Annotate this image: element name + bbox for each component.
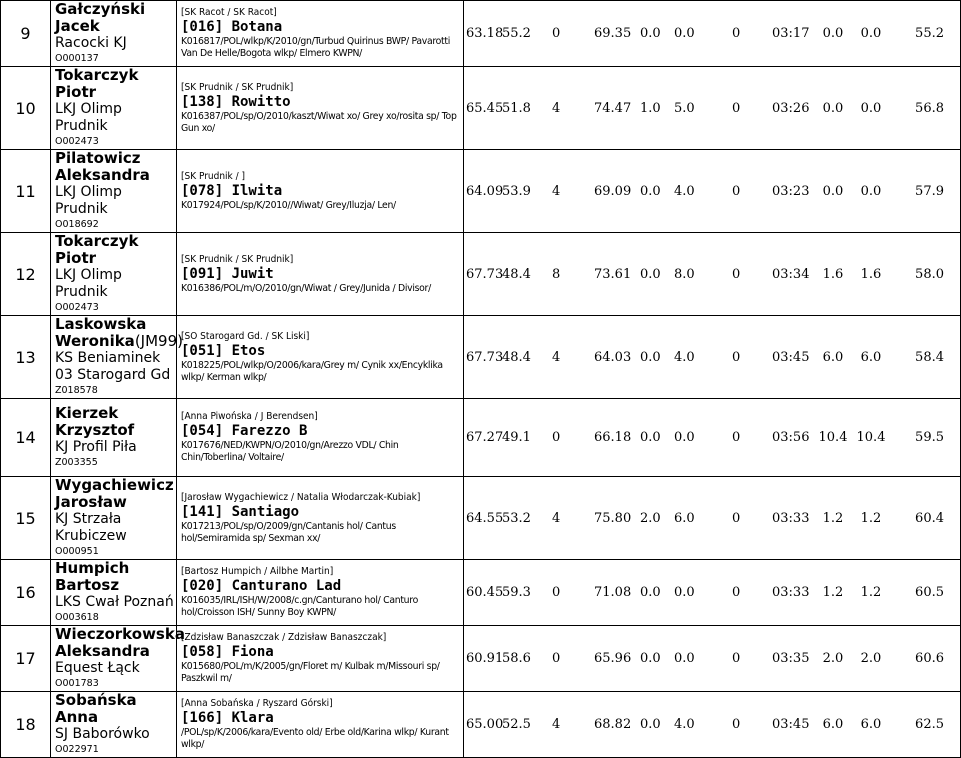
horse-description: /POL/sp/K/2006/kara/Evento old/ Erbe old/Karina wlkp/ Kurant wlkp/ xyxy=(181,727,449,750)
rider-license: O001783 xyxy=(55,678,99,689)
scores-cell xyxy=(464,316,961,399)
rider-license: O002473 xyxy=(55,136,99,147)
time-penalty: 0.0 xyxy=(822,26,844,41)
time-penalty-total: 0.0 xyxy=(860,183,882,199)
penalty-2: 0.0 xyxy=(640,430,661,445)
penalty-2: 2.0 xyxy=(640,510,661,526)
score-3: 66.18 xyxy=(594,430,632,445)
position-cell: 12 xyxy=(1,233,51,316)
rider-name: Gałczyński Jacek xyxy=(55,0,146,35)
time: 03:33 xyxy=(772,510,810,526)
total-score: 60.4 xyxy=(915,510,944,526)
penalty-4: 0 xyxy=(732,510,741,526)
total-score: 59.5 xyxy=(915,430,944,445)
horse-name: [078] Ilwita xyxy=(181,182,283,199)
score-1: 67.73 xyxy=(466,349,504,365)
horse-name: [166] Klara xyxy=(181,710,274,726)
score-3: 74.47 xyxy=(594,100,632,116)
penalty-3: 4.0 xyxy=(674,717,695,732)
horse-name: [054] Farezzo B xyxy=(181,423,308,439)
score-2: 55.2 xyxy=(502,26,531,41)
rider-club: Racocki KJ xyxy=(55,35,127,51)
penalty-1: 0 xyxy=(552,430,561,445)
horse-cell xyxy=(177,477,464,560)
time-penalty: 2.0 xyxy=(822,651,844,666)
rider-club: LKJ Olimp Prudnik xyxy=(55,101,122,134)
position-cell: 14 xyxy=(1,399,51,477)
time: 03:34 xyxy=(772,266,810,282)
table-row xyxy=(1,316,961,399)
time-penalty: 6.0 xyxy=(822,349,844,365)
time-penalty-total: 2.0 xyxy=(860,651,882,666)
rider-name: Humpich Bartosz xyxy=(55,559,130,594)
total-score: 58.4 xyxy=(915,349,944,365)
scores-cell xyxy=(464,1,961,67)
rider-club: Equest Łąck xyxy=(55,660,140,676)
scores-cell xyxy=(464,692,961,758)
penalty-1: 0 xyxy=(552,651,561,666)
penalty-1: 4 xyxy=(552,100,561,116)
penalty-4: 0 xyxy=(732,585,741,600)
rider-license: O003618 xyxy=(55,612,99,623)
rider-license: O000137 xyxy=(55,53,99,64)
penalty-2: 0.0 xyxy=(640,349,661,365)
rider-name: Tokarczyk Piotr xyxy=(55,66,139,101)
time-penalty-total: 0.0 xyxy=(860,100,882,116)
position-cell: 17 xyxy=(1,626,51,692)
penalty-1: 0 xyxy=(552,26,561,41)
position-cell: 9 xyxy=(1,1,51,67)
rider-license: O022971 xyxy=(55,744,99,755)
penalty-4: 0 xyxy=(732,266,741,282)
penalty-2: 0.0 xyxy=(640,717,661,732)
position-cell: 15 xyxy=(1,477,51,560)
penalty-2: 0.0 xyxy=(640,183,661,199)
penalty-3: 4.0 xyxy=(674,349,695,365)
horse-description: K015680/POL/m/K/2005/gn/Floret m/ Kulbak m/Missouri sp/ Paszkwil m/ xyxy=(181,661,440,684)
penalty-1: 4 xyxy=(552,183,561,199)
time-penalty-total: 6.0 xyxy=(860,349,882,365)
score-2: 53.9 xyxy=(502,183,531,199)
score-2: 58.6 xyxy=(502,651,531,666)
rider-name: Sobańska Anna xyxy=(55,691,137,726)
score-3: 75.80 xyxy=(594,510,632,526)
time: 03:35 xyxy=(772,651,810,666)
time: 03:17 xyxy=(772,26,810,41)
penalty-2: 0.0 xyxy=(640,651,661,666)
rider-license: O000951 xyxy=(55,546,99,557)
penalty-1: 0 xyxy=(552,585,561,600)
rider-club: SJ Baborówko xyxy=(55,726,150,742)
penalty-1: 4 xyxy=(552,717,561,732)
score-3: 71.08 xyxy=(594,585,632,600)
score-2: 49.1 xyxy=(502,430,531,445)
horse-owner: [Bartosz Humpich / Ailbhe Martin] xyxy=(181,566,334,577)
score-1: 65.00 xyxy=(466,717,504,732)
rider-cell xyxy=(51,233,177,316)
score-1: 65.45 xyxy=(466,100,504,116)
time: 03:56 xyxy=(772,430,810,445)
penalty-1: 8 xyxy=(552,266,561,282)
rider-name: Kierzek Krzysztof xyxy=(55,404,135,439)
time: 03:33 xyxy=(772,585,810,600)
horse-description: K016035/IRL/ISH/W/2008/c.gn/Canturano hol/ Canturo hol/Croisson ISH/ Sunny Boy KWPN/ xyxy=(181,595,418,618)
horse-description: K017924/POL/sp/K/2010//Wiwat/ Grey/Iluzja/ Len/ xyxy=(181,199,396,211)
position-cell: 13 xyxy=(1,316,51,399)
table-row xyxy=(1,233,961,316)
time-penalty: 1.2 xyxy=(822,585,844,600)
rider-cell xyxy=(51,692,177,758)
time-penalty: 0.0 xyxy=(822,100,844,116)
horse-owner: [Anna Sobańska / Ryszard Górski] xyxy=(181,698,333,709)
penalty-3: 0.0 xyxy=(674,651,695,666)
horse-description: K016386/POL/m/O/2010/gn/Wiwat / Grey/Junida / Divisor/ xyxy=(181,282,431,294)
penalty-2: 0.0 xyxy=(640,266,661,282)
penalty-3: 6.0 xyxy=(674,510,695,526)
position-cell: 16 xyxy=(1,560,51,626)
horse-owner: [SK Prudnik / SK Prudnik] xyxy=(181,253,294,265)
penalty-3: 8.0 xyxy=(674,266,695,282)
time-penalty-total: 0.0 xyxy=(860,26,882,41)
score-3: 73.61 xyxy=(594,266,632,282)
horse-owner: [Zdzisław Banaszczak / Zdzisław Banaszczak] xyxy=(181,632,387,643)
rider-license: O002473 xyxy=(55,302,99,313)
rider-club: LKJ Olimp Prudnik xyxy=(55,267,122,300)
time-penalty: 10.4 xyxy=(818,430,848,445)
penalty-4: 0 xyxy=(732,183,741,199)
score-3: 64.03 xyxy=(594,349,632,365)
position-cell: 18 xyxy=(1,692,51,758)
horse-cell xyxy=(177,233,464,316)
rider-name: Wieczorkowska Aleksandra xyxy=(55,625,185,660)
scores-cell xyxy=(464,399,961,477)
rider-license: Z018578 xyxy=(55,385,98,396)
score-2: 51.8 xyxy=(502,100,531,116)
rider-club: KJ Strzała Krubiczew xyxy=(55,511,127,544)
score-3: 69.09 xyxy=(594,183,632,199)
penalty-4: 0 xyxy=(732,717,741,732)
horse-cell xyxy=(177,692,464,758)
time-penalty: 1.2 xyxy=(822,510,844,526)
penalty-2: 1.0 xyxy=(640,100,661,116)
table-row xyxy=(1,560,961,626)
time-penalty-total: 10.4 xyxy=(856,430,886,445)
score-3: 65.96 xyxy=(594,651,632,666)
horse-name: [138] Rowitto xyxy=(181,93,291,110)
score-2: 48.4 xyxy=(502,349,531,365)
rider-club: LKS Cwał Poznań xyxy=(55,594,174,610)
penalty-3: 0.0 xyxy=(674,26,695,41)
time-penalty: 6.0 xyxy=(822,717,844,732)
time-penalty-total: 1.6 xyxy=(860,266,882,282)
total-score: 60.6 xyxy=(915,651,944,666)
horse-owner: [SO Starogard Gd. / SK Liski] xyxy=(181,330,310,342)
score-3: 69.35 xyxy=(594,26,632,41)
score-1: 67.73 xyxy=(466,266,504,282)
score-1: 60.91 xyxy=(466,651,504,666)
penalty-3: 0.0 xyxy=(674,430,695,445)
horse-name: [141] Santiago xyxy=(181,503,300,520)
rider-name: Tokarczyk Piotr xyxy=(55,232,139,267)
table-row xyxy=(1,477,961,560)
total-score: 60.5 xyxy=(915,585,944,600)
rider-cell xyxy=(51,67,177,150)
horse-cell xyxy=(177,316,464,399)
penalty-4: 0 xyxy=(732,100,741,116)
table-row xyxy=(1,626,961,692)
penalty-1: 4 xyxy=(552,349,561,365)
rider-cell xyxy=(51,315,183,399)
score-3: 68.82 xyxy=(594,717,632,732)
horse-description: K016817/POL/wlkp/K/2010/gn/Turbud Quirinus BWP/ Pavarotti Van De Helle/Bogota wlkp/ Elmero KWPN/ xyxy=(181,36,451,59)
horse-cell xyxy=(177,150,464,233)
horse-cell xyxy=(177,67,464,150)
scores-cell xyxy=(464,150,961,233)
penalty-3: 4.0 xyxy=(674,183,695,199)
score-1: 67.27 xyxy=(466,430,504,445)
rider-cell xyxy=(51,477,177,560)
rider-license: O018692 xyxy=(55,219,99,230)
time-penalty-total: 1.2 xyxy=(860,510,882,526)
scores-cell xyxy=(464,233,961,316)
horse-description: K017676/NED/KWPN/O/2010/gn/Arezzo VDL/ Chin Chin/Toberlina/ Voltaire/ xyxy=(181,440,399,463)
scores-cell xyxy=(464,477,961,560)
position-cell: 11 xyxy=(1,150,51,233)
total-score: 55.2 xyxy=(915,26,944,41)
score-2: 48.4 xyxy=(502,266,531,282)
horse-owner: [Jarosław Wygachiewicz / Natalia Włodarczak-Kubiak] xyxy=(181,491,421,503)
rider-club: KJ Profil Piła xyxy=(55,439,137,455)
horse-name: [058] Fiona xyxy=(181,644,274,660)
time: 03:23 xyxy=(772,183,810,199)
penalty-4: 0 xyxy=(732,26,741,41)
time-penalty: 1.6 xyxy=(822,266,844,282)
score-1: 60.45 xyxy=(466,585,504,600)
time-penalty: 0.0 xyxy=(822,183,844,199)
table-row xyxy=(1,150,961,233)
rider-cell xyxy=(51,399,177,477)
time: 03:45 xyxy=(772,349,810,365)
penalty-2: 0.0 xyxy=(640,585,661,600)
penalty-4: 0 xyxy=(732,349,741,365)
score-1: 64.09 xyxy=(466,183,504,199)
score-2: 53.2 xyxy=(502,510,531,526)
time-penalty-total: 6.0 xyxy=(860,717,882,732)
rider-license: Z003355 xyxy=(55,457,98,468)
horse-name: [016] Botana xyxy=(181,19,283,35)
horse-owner: [SK Prudnik / ] xyxy=(181,170,246,182)
horse-description: K017213/POL/sp/O/2009/gn/Cantanis hol/ Cantus hol/Semiramida sp/ Sexman xx/ xyxy=(181,520,396,544)
penalty-3: 5.0 xyxy=(674,100,695,116)
rider-cell xyxy=(51,560,177,626)
horse-cell xyxy=(177,626,464,692)
horse-cell xyxy=(177,1,464,67)
scores-cell xyxy=(464,626,961,692)
penalty-4: 0 xyxy=(732,430,741,445)
rider-club: KS Beniaminek 03 Starogard Gd xyxy=(55,350,171,383)
time: 03:45 xyxy=(772,717,810,732)
horse-name: [051] Etos xyxy=(181,342,266,359)
time-penalty-total: 1.2 xyxy=(860,585,882,600)
horse-owner: [Anna Piwońska / J Berendsen] xyxy=(181,411,318,422)
horse-cell xyxy=(177,560,464,626)
total-score: 58.0 xyxy=(915,266,944,282)
horse-description: K016387/POL/sp/O/2010/kaszt/Wiwat xo/ Grey xo/rosita sp/ Top Gun xo/ xyxy=(181,110,457,134)
score-2: 59.3 xyxy=(502,585,531,600)
rider-club: LKJ Olimp Prudnik xyxy=(55,184,122,217)
rider-cell xyxy=(51,625,185,692)
score-2: 52.5 xyxy=(502,717,531,732)
horse-cell xyxy=(177,399,464,477)
time: 03:26 xyxy=(772,100,810,116)
horse-owner: [SK Prudnik / SK Prudnik] xyxy=(181,81,294,93)
rider-cell xyxy=(51,1,177,67)
table-row xyxy=(1,692,961,758)
penalty-1: 4 xyxy=(552,510,561,526)
rider-name: Wygachiewicz Jarosław xyxy=(55,476,174,511)
table-row xyxy=(1,1,961,67)
horse-description: K018225/POL/wlkp/O/2006/kara/Grey m/ Cynik xx/Encyklika wlkp/ Kerman wlkp/ xyxy=(181,359,443,383)
horse-owner: [SK Racot / SK Racot] xyxy=(181,7,277,18)
penalty-2: 0.0 xyxy=(640,26,661,41)
penalty-4: 0 xyxy=(732,651,741,666)
scores-cell xyxy=(464,67,961,150)
table-row xyxy=(1,67,961,150)
position-cell: 10 xyxy=(1,67,51,150)
score-1: 64.55 xyxy=(466,510,504,526)
total-score: 62.5 xyxy=(915,717,944,732)
penalty-3: 0.0 xyxy=(674,585,695,600)
horse-name: [091] Juwit xyxy=(181,265,274,282)
rider-name: Laskowska Weronika(JM99) xyxy=(55,315,183,350)
total-score: 57.9 xyxy=(915,183,944,199)
horse-name: [020] Canturano Lad xyxy=(181,578,342,594)
scores-cell xyxy=(464,560,961,626)
total-score: 56.8 xyxy=(915,100,944,116)
rider-cell xyxy=(51,150,177,233)
table-row xyxy=(1,399,961,477)
score-1: 63.18 xyxy=(466,26,504,41)
rider-name: Pilatowicz Aleksandra xyxy=(55,149,150,184)
